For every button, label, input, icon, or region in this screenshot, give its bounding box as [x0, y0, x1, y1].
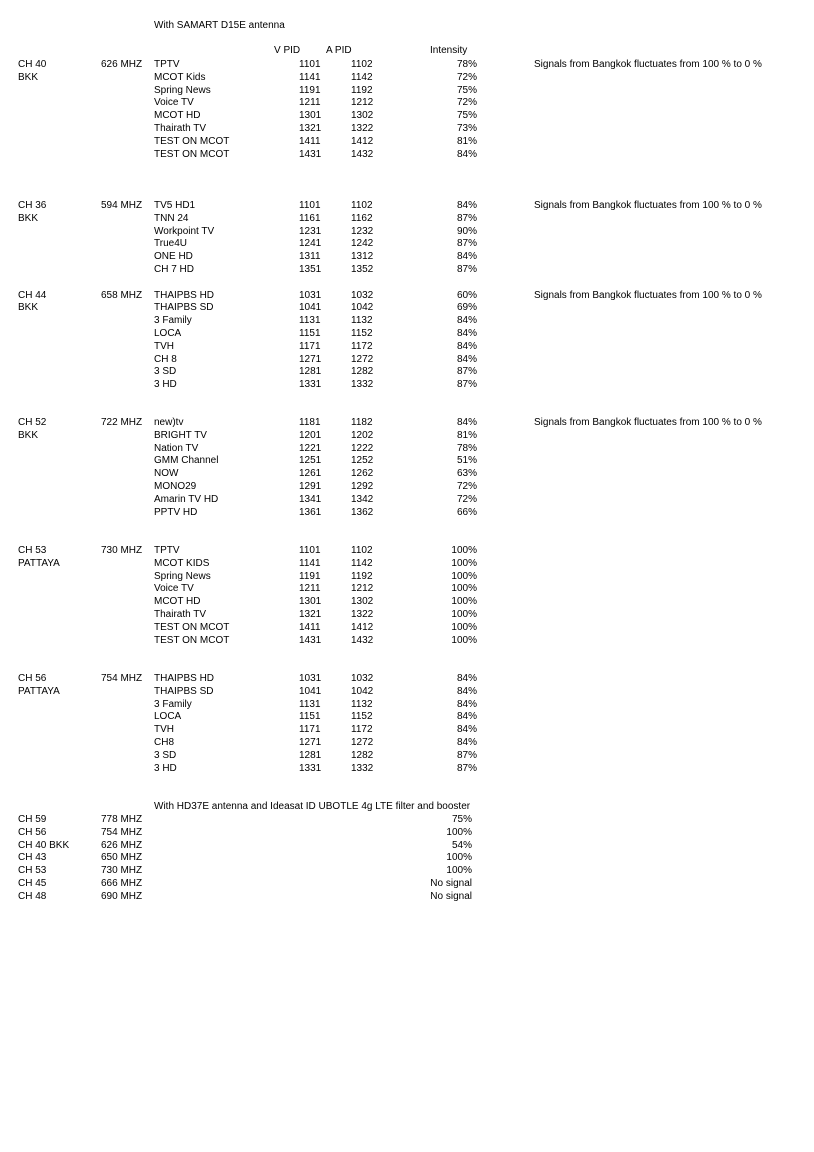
audio-pid: 1412 [351, 135, 374, 147]
channel-location: BKK [18, 429, 39, 441]
video-pid: 1271 [299, 353, 322, 365]
video-pid: 1191 [299, 84, 321, 96]
signal-intensity: 87% [456, 264, 477, 275]
summary-frequency: 778 MHZ [101, 814, 143, 825]
audio-pid: 1282 [351, 749, 374, 761]
signal-intensity: 84% [456, 353, 477, 365]
service-name: BRIGHT TV [154, 429, 207, 441]
summary-channel: CH 59 [18, 814, 47, 825]
audio-pid: 1142 [351, 71, 373, 83]
channel-frequency: 730 MHZ [101, 545, 143, 556]
video-pid: 1181 [299, 417, 321, 428]
video-pid: 1341 [299, 493, 322, 505]
video-pid: 1191 [299, 570, 321, 582]
video-pid: 1431 [299, 634, 322, 646]
audio-pid: 1042 [351, 685, 374, 697]
summary-intensity: 54% [451, 839, 472, 851]
audio-pid: 1272 [351, 737, 374, 748]
signal-intensity: 100% [451, 557, 477, 569]
video-pid: 1151 [299, 711, 321, 723]
service-name: TPTV [154, 545, 180, 556]
video-pid: 1171 [299, 340, 321, 352]
signal-intensity: 84% [456, 711, 477, 723]
audio-pid: 1042 [351, 302, 374, 314]
service-name: CH 8 [154, 353, 177, 365]
service-name: MONO29 [154, 481, 197, 492]
service-name: TEST ON MCOT [154, 634, 230, 646]
audio-pid: 1302 [351, 110, 374, 122]
service-name: CH 7 HD [154, 264, 195, 275]
service-name: 3 SD [154, 366, 177, 378]
signal-intensity: 78% [456, 59, 477, 70]
service-name: TEST ON MCOT [154, 621, 230, 633]
signal-intensity: 84% [456, 673, 477, 684]
service-name: Voice TV [154, 97, 194, 109]
service-name: TVH [154, 340, 174, 352]
video-pid: 1361 [299, 506, 322, 518]
signal-intensity: 84% [456, 200, 477, 211]
audio-pid: 1032 [351, 673, 374, 684]
signal-note: Signals from Bangkok fluctuates from 100 % to 0 % [534, 289, 762, 301]
service-name: LOCA [154, 327, 182, 339]
audio-pid: 1102 [351, 59, 373, 70]
signal-intensity: 78% [456, 442, 477, 454]
summary-intensity: 75% [451, 814, 472, 825]
signal-intensity: 72% [456, 493, 477, 505]
audio-pid: 1322 [351, 609, 374, 620]
video-pid: 1131 [299, 698, 321, 710]
summary-intensity: 100% [446, 865, 472, 877]
service-name: TNN 24 [154, 212, 189, 224]
video-pid: 1141 [299, 557, 321, 569]
video-pid: 1351 [299, 264, 322, 275]
signal-intensity: 63% [456, 468, 477, 480]
signal-intensity: 51% [456, 455, 477, 467]
service-name: Amarin TV HD [154, 493, 219, 505]
video-pid: 1261 [299, 468, 322, 480]
video-pid: 1201 [299, 429, 322, 441]
audio-pid: 1152 [351, 327, 373, 339]
service-name: THAIPBS HD [154, 673, 215, 684]
service-name: Voice TV [154, 583, 194, 595]
channel-frequency: 658 MHZ [101, 289, 143, 301]
audio-pid: 1322 [351, 123, 374, 134]
service-name: ONE HD [154, 251, 193, 263]
audio-pid: 1102 [351, 200, 373, 211]
signal-note: Signals from Bangkok fluctuates from 100 % to 0 % [534, 200, 762, 211]
signal-intensity: 84% [456, 737, 477, 748]
summary-channel: CH 53 [18, 865, 47, 877]
signal-note: Signals from Bangkok fluctuates from 100 % to 0 % [534, 417, 762, 428]
signal-intensity: 84% [456, 417, 477, 428]
audio-pid: 1232 [351, 225, 374, 237]
service-name: Spring News [154, 84, 211, 96]
audio-pid: 1192 [351, 570, 373, 582]
signal-intensity: 84% [456, 724, 477, 736]
channel-location: PATTAYA [18, 685, 60, 697]
service-name: new)tv [154, 417, 184, 428]
video-pid: 1041 [299, 685, 322, 697]
audio-pid: 1282 [351, 366, 374, 378]
video-pid: 1331 [299, 379, 322, 391]
signal-intensity: 100% [451, 609, 477, 620]
summary-frequency: 754 MHZ [101, 826, 143, 838]
service-name: Spring News [154, 570, 211, 582]
signal-intensity: 87% [456, 366, 477, 378]
channel-location: BKK [18, 71, 39, 83]
signal-intensity: 87% [456, 238, 477, 250]
service-name: 3 HD [154, 379, 177, 391]
audio-pid: 1432 [351, 148, 374, 160]
signal-intensity: 87% [456, 762, 477, 774]
video-pid: 1281 [299, 749, 322, 761]
summary-channel: CH 45 [18, 878, 47, 889]
signal-intensity: 84% [456, 698, 477, 710]
video-pid: 1151 [299, 327, 321, 339]
signal-intensity: 84% [456, 148, 477, 160]
audio-pid: 1272 [351, 353, 374, 365]
audio-pid: 1182 [351, 417, 373, 428]
signal-intensity: 100% [451, 545, 477, 556]
service-name: MCOT Kids [154, 71, 206, 83]
video-pid: 1031 [299, 289, 322, 301]
channel-number: CH 52 [18, 417, 47, 428]
audio-pid: 1142 [351, 557, 373, 569]
service-name: 3 Family [154, 698, 192, 710]
service-name: Thairath TV [154, 123, 207, 134]
signal-intensity: 100% [451, 621, 477, 633]
signal-intensity: 84% [456, 685, 477, 697]
service-name: THAIPBS SD [154, 302, 214, 314]
channel-number: CH 40 [18, 59, 47, 70]
audio-pid: 1152 [351, 711, 373, 723]
section-title-hd37e: With HD37E antenna and Ideasat ID UBOTLE 4g LTE filter and booster [154, 801, 471, 812]
audio-pid: 1362 [351, 506, 374, 518]
signal-intensity: 87% [456, 379, 477, 391]
audio-pid: 1292 [351, 481, 374, 492]
audio-pid: 1312 [351, 251, 374, 263]
audio-pid: 1262 [351, 468, 374, 480]
signal-note: Signals from Bangkok fluctuates from 100 % to 0 % [534, 59, 762, 70]
video-pid: 1301 [299, 596, 322, 608]
signal-intensity: 100% [451, 634, 477, 646]
video-pid: 1211 [299, 583, 321, 595]
service-name: PPTV HD [154, 506, 198, 518]
signal-intensity: 72% [456, 481, 477, 492]
audio-pid: 1352 [351, 264, 374, 275]
video-pid: 1041 [299, 302, 322, 314]
service-name: Nation TV [154, 442, 199, 454]
audio-pid: 1032 [351, 289, 374, 301]
channel-location: PATTAYA [18, 557, 60, 569]
video-pid: 1221 [299, 442, 322, 454]
service-name: 3 Family [154, 315, 192, 327]
signal-intensity: 75% [456, 84, 477, 96]
signal-intensity: 84% [456, 251, 477, 263]
audio-pid: 1212 [351, 97, 374, 109]
video-pid: 1411 [299, 621, 321, 633]
signal-intensity: 84% [456, 315, 477, 327]
video-pid: 1211 [299, 97, 321, 109]
video-pid: 1231 [299, 225, 322, 237]
audio-pid: 1332 [351, 379, 374, 391]
signal-intensity: 81% [456, 135, 477, 147]
service-name: CH8 [154, 737, 175, 748]
channel-number: CH 56 [18, 673, 47, 684]
video-pid: 1411 [299, 135, 321, 147]
signal-intensity: 100% [451, 583, 477, 595]
signal-intensity: 72% [456, 71, 477, 83]
channel-frequency: 626 MHZ [101, 59, 143, 70]
audio-pid: 1332 [351, 762, 374, 774]
service-name: GMM Channel [154, 455, 219, 467]
audio-pid: 1132 [351, 698, 373, 710]
signal-intensity: 66% [456, 506, 477, 518]
summary-intensity: 100% [446, 826, 472, 838]
service-name: True4U [154, 238, 187, 250]
audio-pid: 1412 [351, 621, 374, 633]
video-pid: 1131 [299, 315, 321, 327]
channel-frequency: 754 MHZ [101, 673, 143, 684]
channel-number: CH 44 [18, 289, 47, 301]
summary-intensity: 100% [446, 852, 472, 864]
signal-intensity: 84% [456, 340, 477, 352]
summary-channel: CH 43 [18, 852, 47, 864]
audio-pid: 1202 [351, 429, 374, 441]
channel-location: BKK [18, 212, 39, 224]
video-pid: 1031 [299, 673, 322, 684]
audio-pid: 1172 [351, 724, 373, 736]
service-name: MCOT HD [154, 596, 201, 608]
signal-intensity: 69% [456, 302, 477, 314]
video-pid: 1291 [299, 481, 322, 492]
service-name: TEST ON MCOT [154, 148, 230, 160]
section-title-samart: With SAMART D15E antenna [154, 20, 285, 31]
service-name: MCOT KIDS [154, 557, 210, 569]
audio-pid: 1132 [351, 315, 373, 327]
video-pid: 1321 [299, 609, 322, 620]
service-name: MCOT HD [154, 110, 201, 122]
video-pid: 1171 [299, 724, 321, 736]
channel-frequency: 594 MHZ [101, 200, 143, 211]
video-pid: 1241 [299, 238, 322, 250]
service-name: THAIPBS HD [154, 289, 215, 301]
channel-frequency: 722 MHZ [101, 417, 143, 428]
summary-frequency: 650 MHZ [101, 852, 143, 864]
service-name: 3 HD [154, 762, 177, 774]
service-name: TPTV [154, 59, 180, 70]
signal-intensity: 90% [456, 225, 477, 237]
service-name: TEST ON MCOT [154, 135, 230, 147]
video-pid: 1331 [299, 762, 322, 774]
summary-frequency: 730 MHZ [101, 865, 143, 877]
channel-number: CH 53 [18, 545, 47, 556]
audio-pid: 1192 [351, 84, 373, 96]
video-pid: 1431 [299, 148, 322, 160]
signal-intensity: 84% [456, 327, 477, 339]
audio-pid: 1212 [351, 583, 374, 595]
summary-channel: CH 48 [18, 890, 47, 902]
summary-intensity: No signal [430, 878, 472, 889]
signal-intensity: 100% [451, 570, 477, 582]
signal-intensity: 75% [456, 110, 477, 122]
channel-location: BKK [18, 302, 39, 314]
header-intensity: Intensity [430, 45, 468, 56]
audio-pid: 1162 [351, 212, 373, 224]
service-name: TVH [154, 724, 174, 736]
video-pid: 1251 [299, 455, 322, 467]
summary-frequency: 690 MHZ [101, 890, 143, 902]
signal-intensity: 72% [456, 97, 477, 109]
header-vpid: V PID [274, 45, 301, 56]
video-pid: 1101 [299, 200, 321, 211]
channel-number: CH 36 [18, 200, 47, 211]
header-apid: A PID [326, 45, 352, 56]
video-pid: 1301 [299, 110, 322, 122]
video-pid: 1101 [299, 545, 321, 556]
video-pid: 1281 [299, 366, 322, 378]
audio-pid: 1222 [351, 442, 374, 454]
signal-intensity: 87% [456, 212, 477, 224]
audio-pid: 1252 [351, 455, 374, 467]
service-name: NOW [154, 468, 179, 480]
audio-pid: 1102 [351, 545, 373, 556]
video-pid: 1141 [299, 71, 321, 83]
audio-pid: 1172 [351, 340, 373, 352]
signal-intensity: 100% [451, 596, 477, 608]
summary-channel: CH 56 [18, 826, 47, 838]
service-name: Thairath TV [154, 609, 207, 620]
service-name: 3 SD [154, 749, 177, 761]
signal-intensity: 81% [456, 429, 477, 441]
summary-frequency: 666 MHZ [101, 878, 143, 889]
video-pid: 1161 [299, 212, 321, 224]
service-name: Workpoint TV [154, 225, 215, 237]
video-pid: 1321 [299, 123, 322, 134]
signal-intensity: 60% [456, 289, 477, 301]
service-name: THAIPBS SD [154, 685, 214, 697]
service-name: LOCA [154, 711, 182, 723]
audio-pid: 1342 [351, 493, 374, 505]
audio-pid: 1242 [351, 238, 374, 250]
summary-intensity: No signal [430, 890, 472, 902]
video-pid: 1311 [299, 251, 321, 263]
summary-frequency: 626 MHZ [101, 839, 143, 851]
video-pid: 1271 [299, 737, 322, 748]
signal-intensity: 87% [456, 749, 477, 761]
audio-pid: 1302 [351, 596, 374, 608]
summary-channel: CH 40 BKK [18, 839, 70, 851]
signal-intensity: 73% [456, 123, 477, 134]
audio-pid: 1432 [351, 634, 374, 646]
video-pid: 1101 [299, 59, 321, 70]
service-name: TV5 HD1 [154, 200, 196, 211]
